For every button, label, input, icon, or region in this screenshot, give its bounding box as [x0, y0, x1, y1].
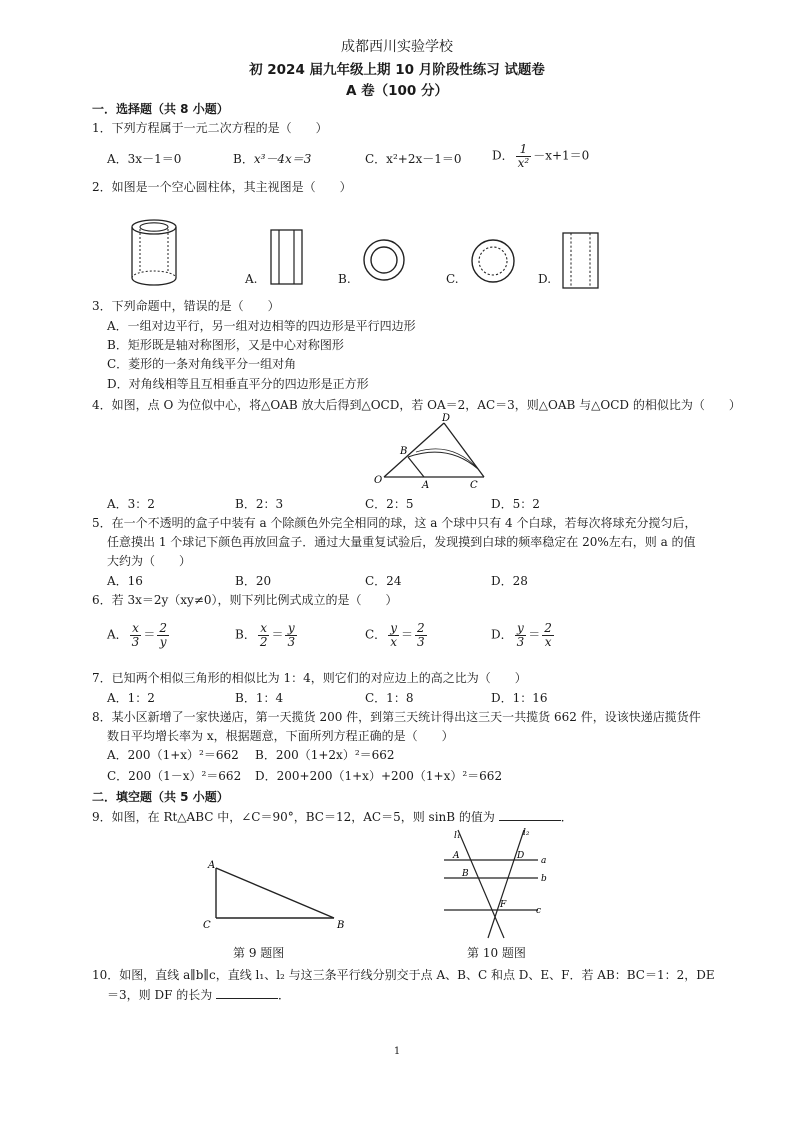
q2-stem: 2．如图是一个空心圆柱体，其主视图是（ ）	[92, 180, 352, 194]
q10-label-l1: l₁	[454, 831, 461, 841]
q8-option-b: B．200（1+2x）²＝662	[255, 748, 395, 762]
q8-line-2: 数日平均增长率为 x，根据题意，下面所列方程正确的是（ ）	[107, 729, 454, 743]
q4-label-c: C	[470, 480, 478, 491]
q1-option-b	[233, 150, 311, 167]
q1-option-d-label: D．	[492, 148, 514, 163]
q3-stem: 3．下列命题中，错误的是（ ）	[92, 299, 280, 313]
q10-label-a-line: a	[541, 856, 547, 866]
q3-option-c: C．菱形的一条对角线平分一组对角	[107, 357, 297, 371]
q9-stem: 9．如图，在 Rt△ABC 中，∠C＝90°，BC＝12，AC＝5，则 sinB 的值为 ．	[92, 810, 573, 824]
q7-option-a: A．1：2	[107, 691, 155, 705]
q9-answer-blank[interactable]	[499, 810, 561, 821]
q8-option-a: A．200（1+x）²＝662	[107, 748, 239, 762]
q6-option-b: B． $\frac{x}{2}$ ＝ $\frac{y}{3}$	[235, 621, 296, 649]
q9-caption: 第 9 题图	[233, 946, 285, 960]
q2-label-d: D.	[538, 272, 552, 286]
school-name: 成都西川实验学校	[341, 39, 453, 55]
q2-option-a-figure	[270, 229, 304, 285]
q4-option-a: A．3：2	[107, 497, 155, 511]
q1-option-c: C．x²+2x－1＝0	[365, 152, 462, 166]
paper-section: A 卷（100 分）	[345, 83, 449, 99]
q3-option-d: D．对角线相等且互相垂直平分的四边形是正方形	[107, 377, 369, 391]
q6-stem: 6．若 3x＝2y（xy≠0），则下列比例式成立的是（ ）	[92, 593, 398, 607]
q4-stem: 4．如图，点 O 为位似中心，将△OAB 放大后得到△OCD，若 OA＝2，AC＝3，则△OAB 与△OCD 的相似比为（ ）	[92, 398, 741, 412]
q7-option-c: C．1：8	[365, 691, 414, 705]
q7-option-b: B．1：4	[235, 691, 284, 705]
q9-stem-text: 9．如图，在 Rt△ABC 中，∠C＝90°，BC＝12，AC＝5，则 sinB 的值为	[92, 810, 495, 824]
q7-option-d: D．1：16	[491, 691, 548, 705]
q5-line-1: 5．在一个不透明的盒子中装有 a 个除颜色外完全相同的球，这 a 个球中只有 4 个白球，若每次将球充分搅匀后，	[92, 516, 697, 530]
q2-label-c: C.	[446, 272, 459, 286]
q5-option-d: D．28	[491, 574, 528, 588]
q5-option-c: C．24	[365, 574, 402, 588]
q10-label-point-f: F	[500, 900, 507, 910]
q1-option-d-rest: －x+1＝0	[533, 148, 590, 163]
section-1-title: 一．选择题（共 8 小题）	[92, 102, 229, 116]
q4-homothety-figure	[372, 413, 498, 489]
q10-line-1: 10．如图，直线 a∥b∥c，直线 l₁、l₂ 与这三条平行线分别交于点 A、B、C 和点 D、E、F．若 AB：BC＝1：2，DE	[92, 968, 715, 982]
q10-parallel-lines-figure	[440, 826, 550, 946]
q9-label-a: A	[208, 860, 216, 871]
q4-option-c: C．2：5	[365, 497, 414, 511]
q10-label-b-line: b	[541, 874, 547, 884]
q9-label-c: C	[203, 920, 211, 931]
q10-line-2-text: ＝3，则 DF 的长为	[107, 988, 213, 1002]
q4-label-b: B	[400, 446, 408, 457]
q4-label-o: O	[374, 475, 383, 486]
q10-label-point-a: A	[453, 851, 460, 861]
q10-label-point-d: D	[517, 851, 525, 861]
exam-title: 初 2024 届九年级上期 10 月阶段性练习 试题卷	[249, 62, 545, 78]
q2-hollow-cylinder-figure	[128, 218, 184, 290]
q8-option-c: C．200（1－x）²＝662	[107, 769, 242, 783]
q9-label-b: B	[337, 920, 345, 931]
q1-stem: 1．下列方程属于一元二次方程的是（ ）	[92, 121, 328, 135]
q10-label-c-line: c	[536, 906, 542, 916]
q2-option-d-figure	[562, 232, 600, 290]
q2-label-a: A.	[245, 272, 258, 286]
q6-option-c: C． $\frac{y}{x}$ ＝ $\frac{2}{3}$	[365, 621, 425, 649]
page-number: 1	[393, 1046, 401, 1057]
q1-option-d	[492, 143, 589, 169]
q5-line-2: 任意摸出 1 个球记下颜色再放回盒子．通过大量重复试验后，发现摸到白球的频率稳定在 20%左右，则 a 的值	[107, 535, 696, 549]
q6-option-d: D． $\frac{y}{3}$ ＝ $\frac{2}{x}$	[491, 621, 552, 649]
q5-option-b: B．20	[235, 574, 272, 588]
q1-option-a: A．3x－1＝0	[107, 152, 182, 166]
q10-label-l2: l₂	[523, 828, 530, 838]
q10-line-2: ＝3，则 DF 的长为 ．	[107, 988, 291, 1002]
q4-option-d: D．5：2	[491, 497, 540, 511]
q4-label-d: D	[442, 413, 451, 424]
q10-answer-blank[interactable]	[216, 988, 278, 999]
q2-label-b: B.	[338, 272, 351, 286]
q3-option-b: B．矩形既是轴对称图形，又是中心对称图形	[107, 338, 344, 352]
q2-option-b-figure	[362, 238, 406, 282]
q8-option-d: D．200+200（1+x）+200（1+x）²＝662	[255, 769, 503, 783]
q3-option-a: A．一组对边平行，另一组对边相等的四边形是平行四边形	[107, 319, 416, 333]
section-2-title: 二．填空题（共 5 小题）	[92, 790, 229, 804]
q4-option-b: B．2：3	[235, 497, 284, 511]
q5-option-a: A．16	[107, 574, 143, 588]
q1-option-d-fraction: $\frac{1}{\text{x²}}$	[517, 142, 530, 170]
q9-right-triangle-figure	[200, 858, 350, 930]
q10-label-point-b: B	[462, 869, 469, 879]
q1-option-b-text: x³－4x＝3	[253, 152, 312, 166]
q7-stem: 7．已知两个相似三角形的相似比为 1：4，则它们的对应边上的高之比为（ ）	[92, 671, 527, 685]
q5-line-3: 大约为（ ）	[107, 554, 192, 568]
q8-line-1: 8．某小区新增了一家快递店，第一天揽货 200 件，到第三天统计得出这三天一共揽货 662 件，设该快递店揽货件	[92, 710, 701, 724]
q1-option-b-label: B．	[233, 152, 254, 166]
q6-option-a: A． $\frac{x}{3}$ ＝ $\frac{2}{y}$	[107, 621, 167, 649]
q10-caption: 第 10 题图	[467, 946, 526, 960]
q4-label-a: A	[422, 480, 430, 491]
q2-option-c-figure	[470, 238, 516, 284]
